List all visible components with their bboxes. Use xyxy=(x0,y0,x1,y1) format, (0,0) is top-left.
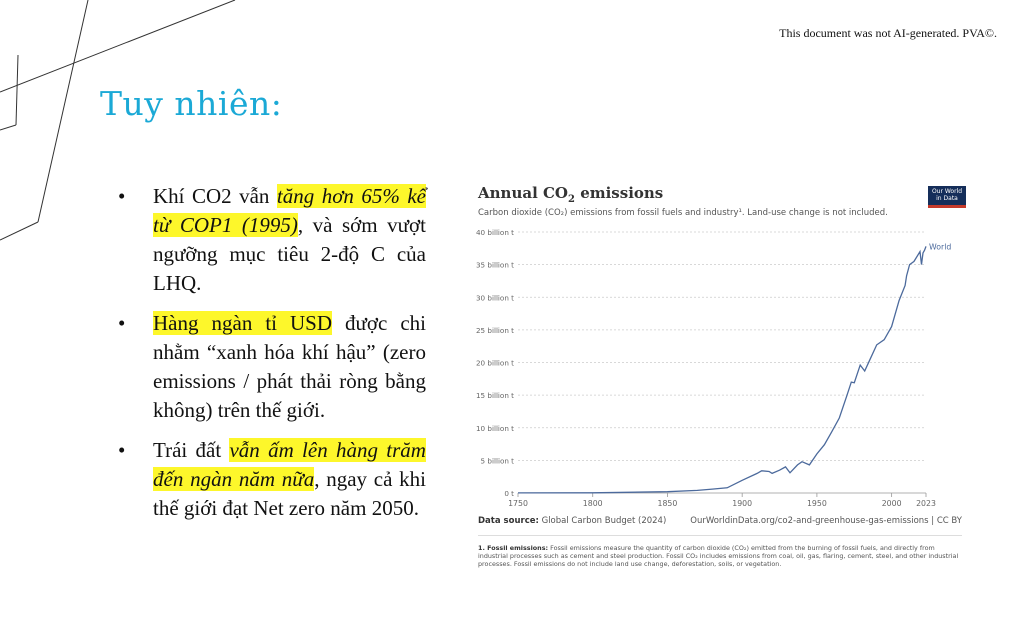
y-tick-label: 35 billion t xyxy=(475,260,514,270)
disclaimer-text: This document was not AI-generated. PVA©. xyxy=(779,26,997,40)
bullet-dot: • xyxy=(118,184,126,208)
y-tick-label: 30 billion t xyxy=(475,293,514,303)
y-tick-label: 5 billion t xyxy=(480,456,514,466)
bullet-text: , và sớm vượt ngưỡng mục tiêu 2-độ C của LHQ. xyxy=(153,213,426,295)
y-tick-label: 40 billion t xyxy=(475,228,514,237)
highlighted-text: tăng hơn 65% kể từ COP1 (1995) xyxy=(153,184,426,237)
bullet-text: Trái đất xyxy=(153,438,230,462)
y-tick-label: 15 billion t xyxy=(475,391,514,401)
highlighted-text: vẫn ấm lên hàng trăm đến ngàn năm nữa xyxy=(153,438,426,491)
data-source: Data source: Global Carbon Budget (2024) xyxy=(478,516,667,526)
bullet-list xyxy=(116,182,426,534)
x-tick-label: 1900 xyxy=(732,499,753,508)
x-tick-label: 2023 xyxy=(916,499,936,508)
owid-logo: Our World in Data xyxy=(928,186,966,208)
y-tick-label: 10 billion t xyxy=(475,423,514,433)
chart-title: Annual $CO_2$ emissions xyxy=(478,184,664,205)
bullet-text: Khí CO2 vẫn xyxy=(153,184,277,208)
x-tick-label: 1750 xyxy=(508,499,528,508)
bullet-dot: • xyxy=(118,438,126,462)
source-url: OurWorldinData.org/co2-and-greenhouse-gas-emissions | CC BY xyxy=(690,516,962,526)
bullet-item xyxy=(116,182,426,298)
emissions-line-chart xyxy=(470,180,970,515)
x-tick-label: 2000 xyxy=(881,499,902,508)
y-tick-label: 0 t xyxy=(504,489,514,498)
slide-title: Tuy nhiên: xyxy=(100,84,283,123)
y-tick-label: 20 billion t xyxy=(475,358,514,368)
highlighted-text: Hàng ngàn tỉ USD xyxy=(153,311,333,335)
bullet-item xyxy=(116,436,426,523)
divider xyxy=(478,535,962,536)
series-label: World xyxy=(929,242,952,252)
chart-subtitle: Carbon dioxide (CO₂) emissions from fossil fuels and industry¹. Land-use change is not included. xyxy=(478,208,888,218)
series-line-world xyxy=(518,246,926,493)
chart-footnote: 1. Fossil emissions: Fossil emissions measure the quantity of carbon dioxide (CO₂) emitted from the burning of fossil fuels, and directly from industrial processes such as cement and steel production. Fossil CO₂ includes emissions from coal, oil, gas, flaring, cement, steel, and other industrial processes. Fossil emissions do not include land use change, deforestation, soils, or vegetation. xyxy=(478,544,959,568)
x-tick-label: 1950 xyxy=(806,499,827,508)
chart-panel xyxy=(470,180,970,580)
x-tick-label: 1850 xyxy=(657,499,678,508)
bullet-dot: • xyxy=(118,311,126,335)
bullet-item xyxy=(116,309,426,425)
bullet-text: được chi nhằm “xanh hóa khí hậu” (zero emissions / phát thải ròng bằng không) trên thế giới. xyxy=(153,311,426,422)
x-tick-label: 1800 xyxy=(582,499,603,508)
y-tick-label: 25 billion t xyxy=(475,325,514,335)
bullet-text: , ngay cả khi thế giới đạt Net zero năm 2050. xyxy=(153,467,426,520)
